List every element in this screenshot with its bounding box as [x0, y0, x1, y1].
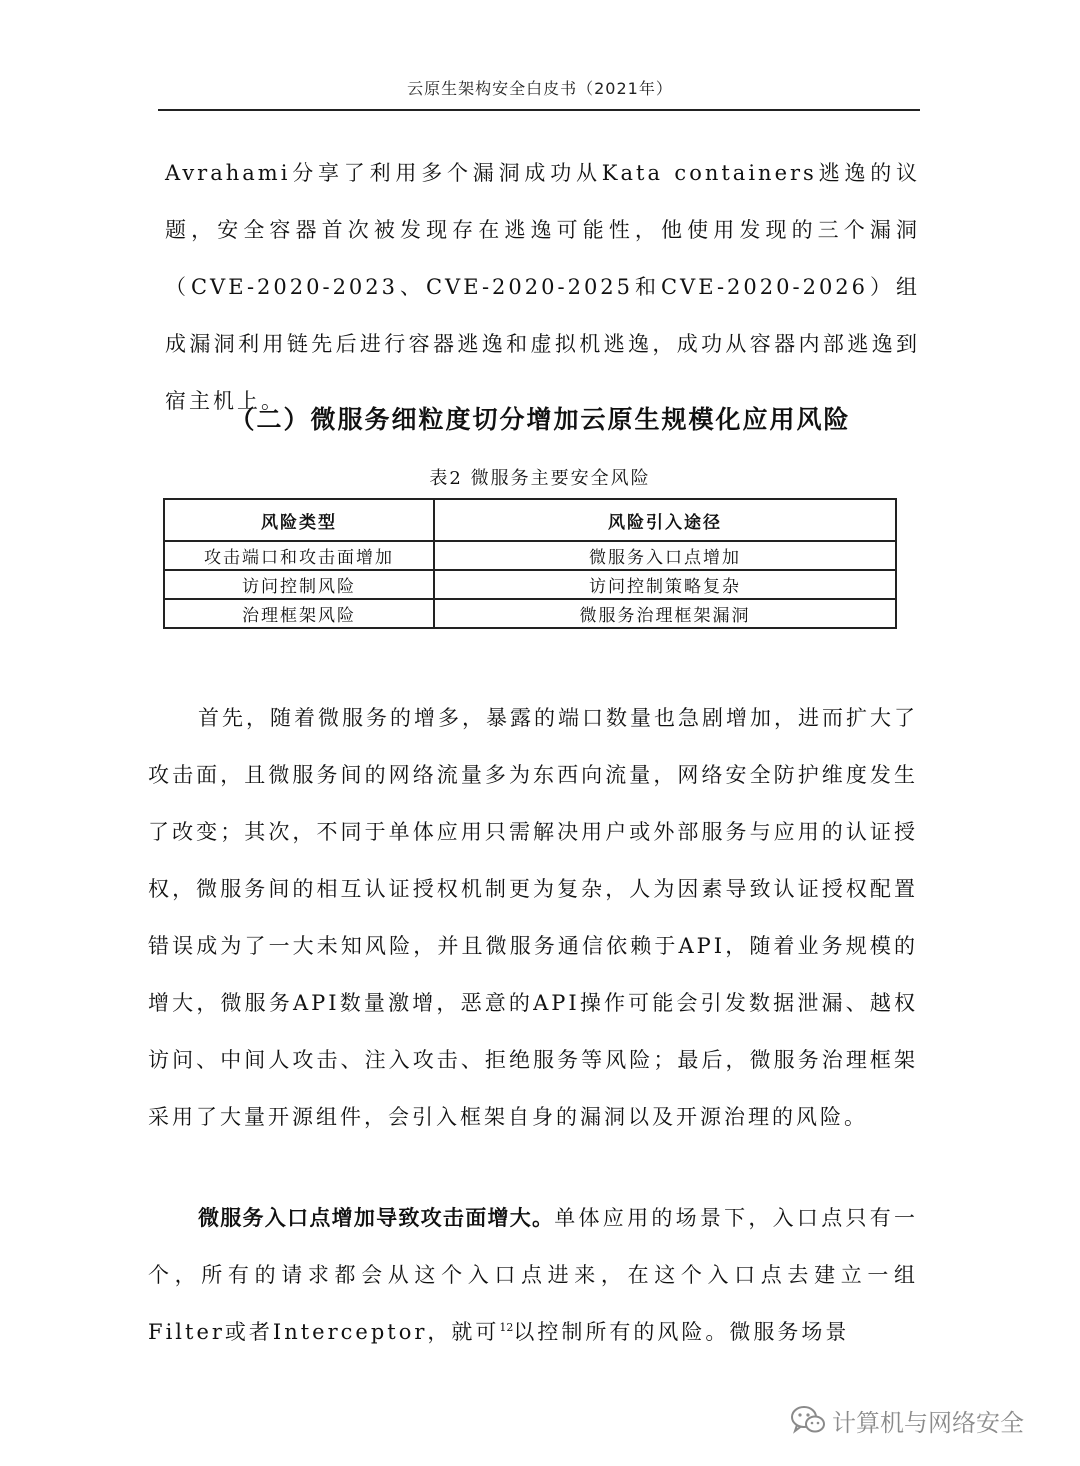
- watermark: [790, 1400, 1024, 1440]
- paragraph-kata-escape: Avrahami分享了利用多个漏洞成功从Kata containers逃逸的议题，安全容器首次被发现存在逃逸可能性，他使用发现的三个漏洞（CVE-2020-2023、CVE-2020-2025和CVE-2020-2026）组成漏洞利用链先后进行容器逃逸和虚拟机逃逸，成功从容器内部逃逸到宿主机上。: [165, 161, 920, 413]
- watermark-text: 计算机与网络安全: [832, 1408, 1024, 1437]
- table-header-cell: 风险类型: [164, 499, 434, 541]
- table-cell: 微服务入口点增加: [434, 541, 896, 570]
- paragraph-bold-lead: 微服务入口点增加导致攻击面增大。: [198, 1206, 555, 1230]
- header-divider: [158, 109, 920, 111]
- paragraph-text: 以控制所有的风险。微服务场景: [513, 1320, 850, 1344]
- table-row: [164, 570, 896, 599]
- table-caption: 表2 微服务主要安全风险: [429, 468, 651, 489]
- table-row: [164, 541, 896, 570]
- table-row: [164, 599, 896, 628]
- paragraph-entry-points: [148, 1190, 918, 1361]
- section-heading: （二）微服务细粒度切分增加云原生规模化应用风险: [229, 405, 851, 434]
- table-cell: 访问控制风险: [164, 570, 434, 599]
- table-cell: 微服务治理框架漏洞: [434, 599, 896, 628]
- page-header: 云原生架构安全白皮书（2021年）: [407, 79, 673, 98]
- table-header-row: [164, 499, 896, 541]
- risk-table: [163, 498, 897, 629]
- table-cell: 治理框架风险: [164, 599, 434, 628]
- paragraph-text: 单体应用的场景下，入口点只有一个，所有的请求都会从这个入口点进来，在这个入口点去建立一组Filter或者Interceptor，就可: [148, 1206, 918, 1344]
- wechat-icon: [790, 1405, 826, 1435]
- table-cell: 攻击端口和攻击面增加: [164, 541, 434, 570]
- paragraph-risk-overview: 首先，随着微服务的增多，暴露的端口数量也急剧增加，进而扩大了攻击面，且微服务间的网络流量多为东西向流量，网络安全防护维度发生了改变；其次，不同于单体应用只需解决用户或外部服务与应用的认证授权，微服务间的相互认证授权机制更为复杂，人为因素导致认证授权配置错误成为了一大未知风险，并且微服务通信依赖于API，随着业务规模的增大，微服务API数量激增，恶意的API操作可能会引发数据泄漏、越权访问、中间人攻击、注入攻击、拒绝服务等风险；最后，微服务治理框架采用了大量开源组件，会引入框架自身的漏洞以及开源治理的风险。: [148, 706, 918, 1129]
- table-cell: 访问控制策略复杂: [434, 570, 896, 599]
- table-header-cell: 风险引入途径: [434, 499, 896, 541]
- page-number-mark: 12: [499, 1321, 514, 1334]
